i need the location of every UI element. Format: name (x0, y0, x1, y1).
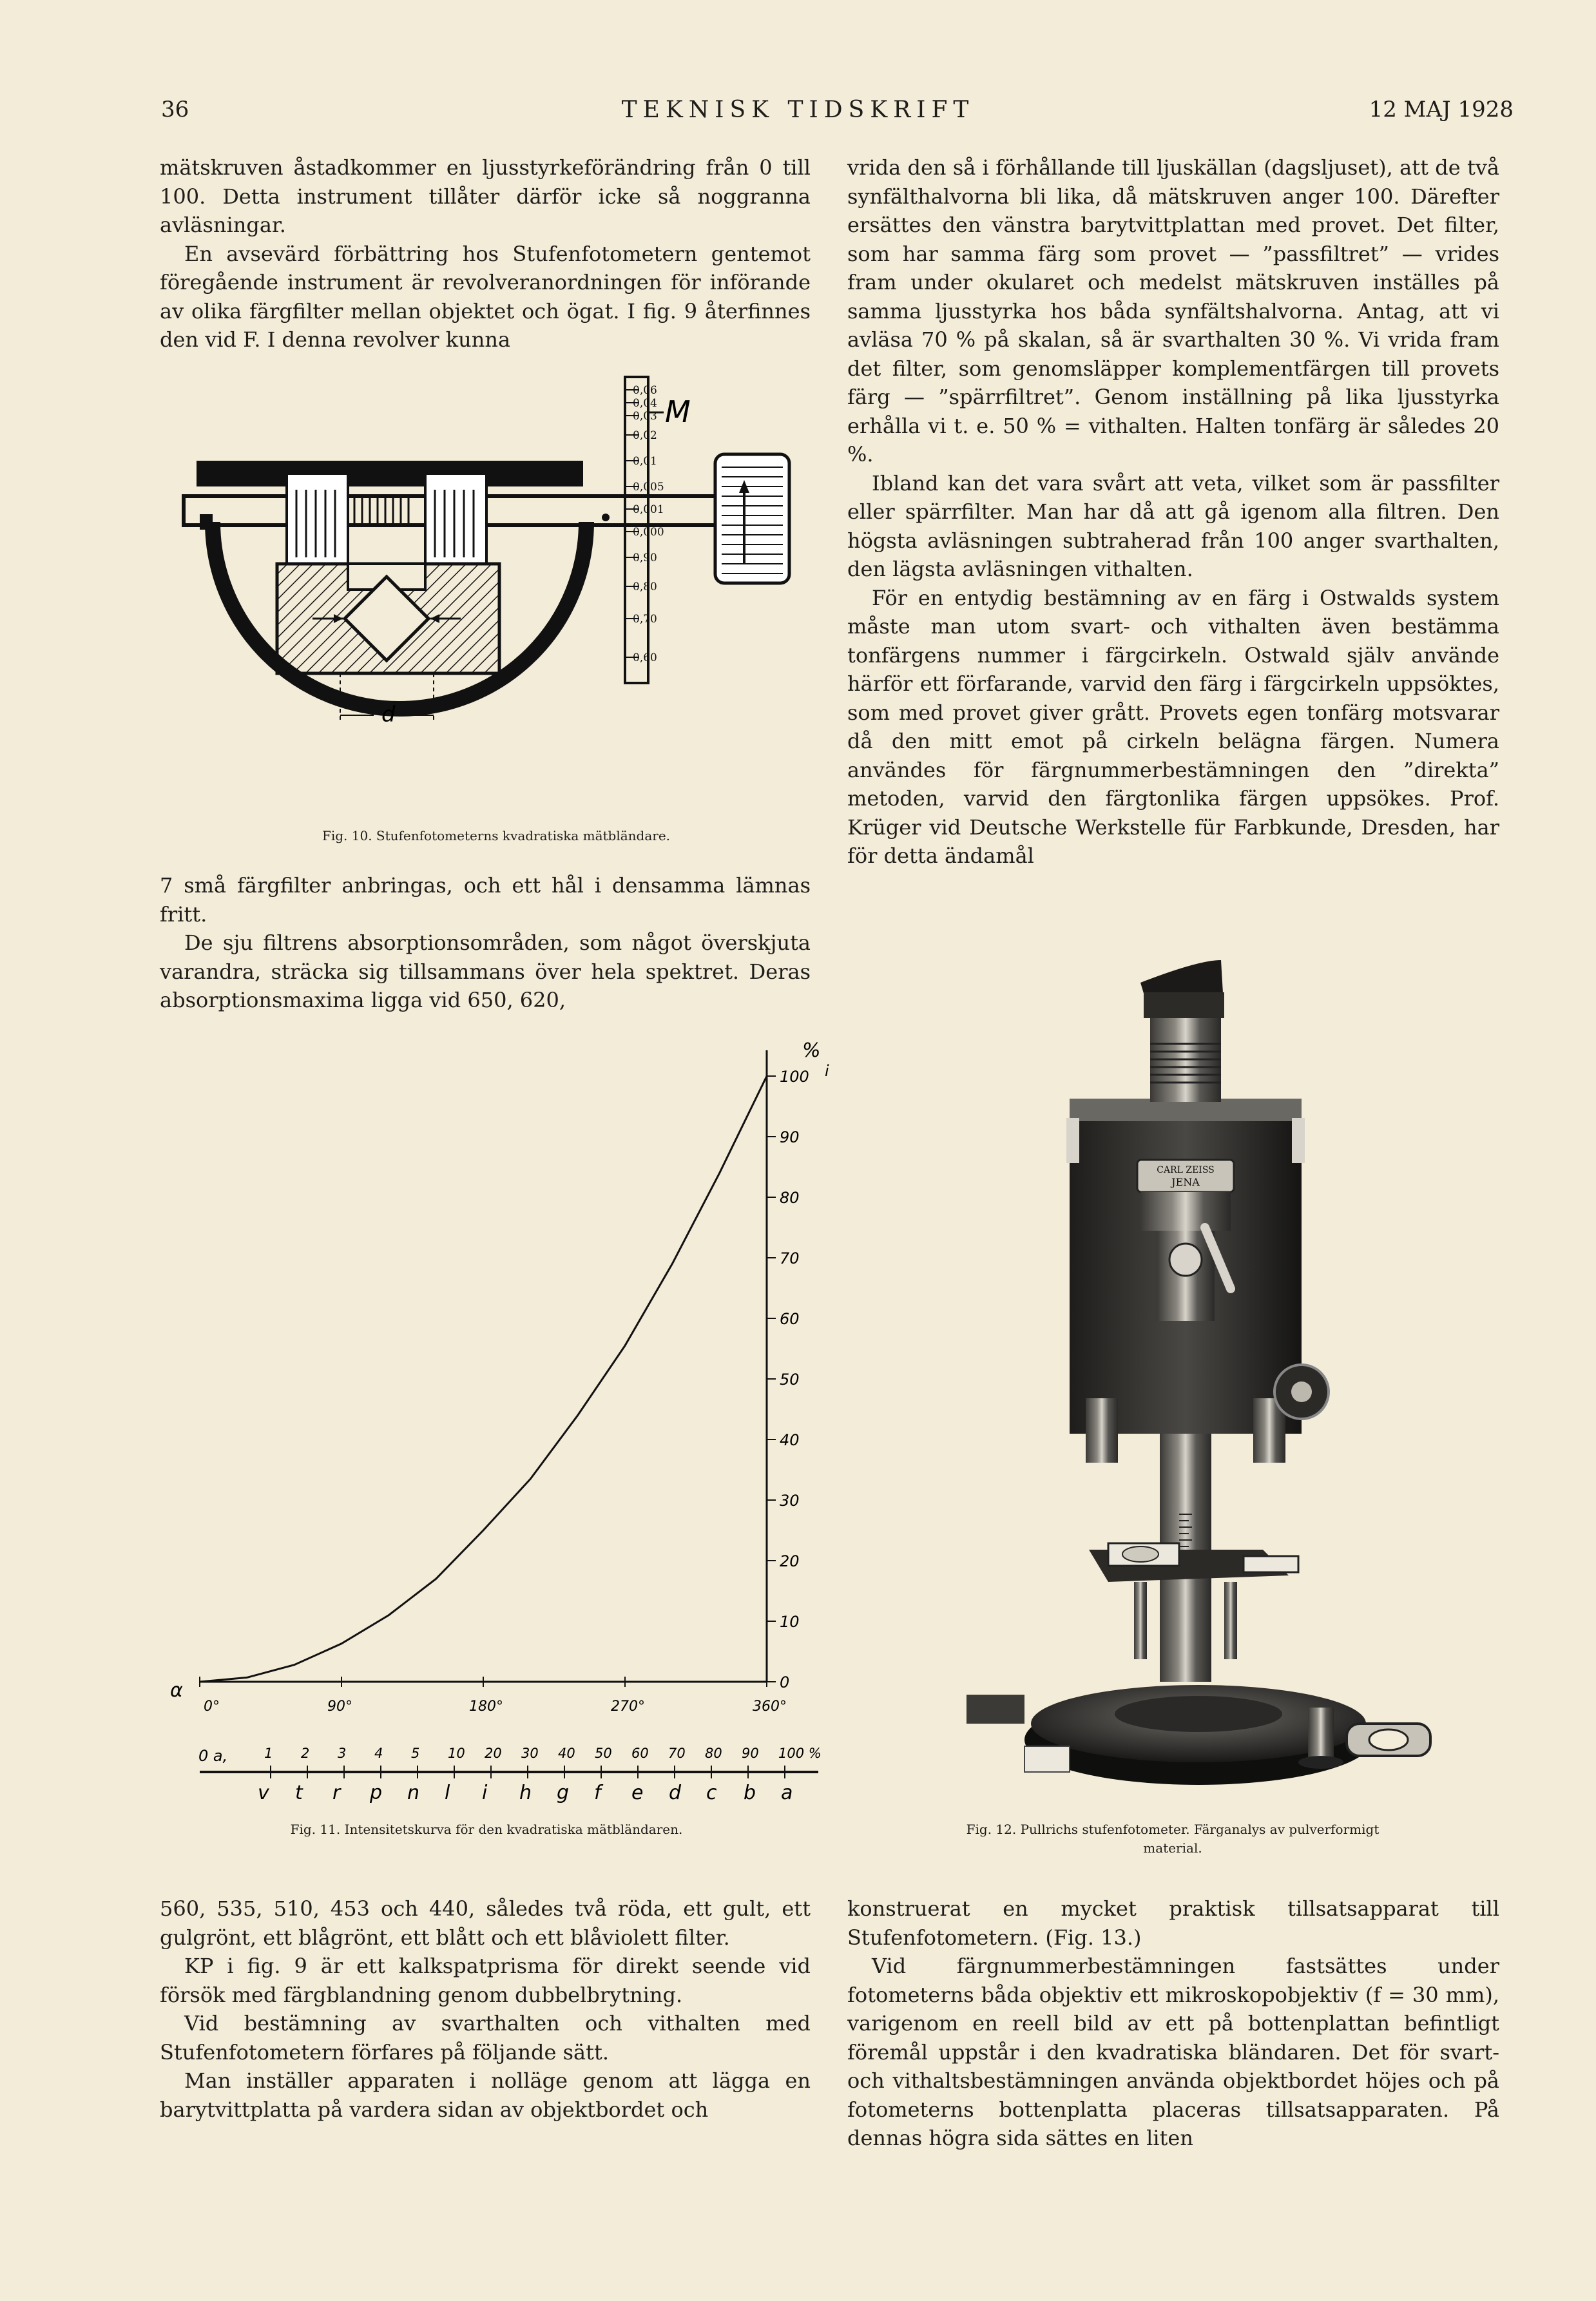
fig12-caption: Fig. 12. Pullrichs stufenfotometer. Färganalys av pulverformigt material. (966, 1822, 1380, 1856)
x-tick-label: 0° (204, 1699, 220, 1715)
scale-label: 0,02 (633, 429, 657, 442)
filter-letter: d (669, 1782, 682, 1804)
scale-label: 0,90 (633, 552, 657, 564)
scale-label: 0,000 (633, 526, 664, 539)
lower-scale-label: 80 (705, 1746, 722, 1761)
y-tick-label: 30 (780, 1492, 800, 1510)
scale-label: 0,06 (633, 384, 657, 397)
intensity-curve (200, 1076, 767, 1682)
scale-label: 0,80 (633, 581, 657, 593)
scale-label: 0,001 (633, 503, 664, 516)
y-tick-label: 20 (780, 1552, 800, 1570)
lower-scale-label: 60 (631, 1746, 649, 1761)
paragraph: För en entydig bestämning av en färg i Ostwalds system måste man utom svart- och vithalten även bestämma tonfärgens nummer i färgcirkeln. Ostwald själv använde härför ett förfarande, varvid den färg i färgcirkeln uppsöktes, som med provet giver grått. Provets egen tonfärg motsvarar då den mitt emot på cirkeln belägna färgen. Numera användes för färgnummerbestämningen den ”direkta” metoden, varvid den färgtonlika färgen uppsökes. Prof. Krüger vid Deutsche Werkstelle für Farbkunde, Dresden, har för detta ändamål (847, 585, 1499, 868)
filter-letter: t (295, 1782, 303, 1804)
paragraph: Vid bestämning av svarthalten och vithalten med Stufenfotometern förfares på följande sätt. (160, 2011, 811, 2065)
filter-letter: h (519, 1782, 532, 1804)
lower-scale-label: 100 % (778, 1746, 822, 1761)
zeiss-plate-line1: CARL ZEISS (1157, 1165, 1215, 1175)
filter-letter: p (370, 1782, 383, 1804)
paragraph: De sju filtrens absorptionsområden, som något överskjuta varandra, sträcka sig tillsammans över hela spektret. Deras absorptionsmaxima ligga vid 650, 620, (160, 930, 811, 1012)
fig11-caption: Fig. 11. Intensitetskurva för den kvadratiska mätbländaren. (290, 1822, 683, 1837)
column-left-bottom (160, 1894, 811, 2124)
fig10-label-M: M (665, 394, 691, 429)
lower-scale-label: 90 (742, 1746, 759, 1761)
lower-scale-label: 3 (338, 1746, 347, 1761)
lower-scale-label: 40 (558, 1746, 575, 1761)
lower-scale-label: 2 (301, 1746, 310, 1761)
y-tick-label: 40 (780, 1431, 800, 1449)
lower-scale-label: 70 (668, 1746, 686, 1761)
scale-label: 0,01 (633, 455, 657, 468)
filter-letter: g (557, 1782, 570, 1804)
fig10-label-d: d (381, 702, 396, 727)
filter-letter: i (482, 1782, 488, 1804)
y-tick-label: 80 (780, 1189, 800, 1207)
y-tick-label: 10 (780, 1613, 800, 1631)
journal-title: TEKNISK TIDSKRIFT (621, 97, 975, 123)
y-unit-label: % (802, 1039, 821, 1062)
lower-scale-label: 4 (374, 1746, 383, 1761)
issue-date: 12 MAJ 1928 (1369, 97, 1514, 122)
filter-letter: c (706, 1782, 717, 1804)
y-tick-label: 70 (780, 1249, 800, 1267)
filter-letter: v (258, 1782, 269, 1804)
alpha-label: α (170, 1679, 183, 1702)
filter-letter: a (781, 1782, 793, 1804)
scale-label: 0,60 (633, 651, 657, 664)
filter-letter: n (407, 1782, 420, 1804)
filter-letter: f (594, 1782, 601, 1804)
x-tick-label: 360° (753, 1699, 787, 1715)
column-right-bottom (847, 1894, 1499, 2153)
scale-label: 0,03 (633, 410, 657, 423)
lower-scale-label: 20 (485, 1746, 502, 1761)
scale-label: 0,70 (633, 613, 657, 626)
x-tick-label: 90° (327, 1699, 352, 1715)
paragraph: En avsevärd förbättring hos Stufenfotometern gentemot föregående instrument är revolveranordningen för införande av olika färgfilter mellan objektet och ögat. I fig. 9 återfinnes den vid F. I denna revolver kunna (160, 241, 811, 352)
lower-scale-start: 0 a, (198, 1747, 228, 1765)
lower-scale-label: 5 (411, 1746, 420, 1761)
filter-letter: e (631, 1782, 644, 1804)
zeiss-plate-line2: JENA (1171, 1176, 1200, 1188)
fig10-caption: Fig. 10. Stufenfotometerns kvadratiska mätbländare. (322, 828, 671, 843)
column-right-top (847, 153, 1499, 871)
lower-scale-label: 1 (264, 1746, 273, 1761)
y-top-extra: i (825, 1062, 829, 1080)
paragraph: Man inställer apparaten i nolläge genom att lägga en barytvittplatta på vardera sidan av objektbordet och (160, 2068, 811, 2122)
column-left-top (160, 153, 811, 354)
paragraph: KP i fig. 9 är ett kalkspatprisma för direkt seende vid försök med färgblandning genom dubbelbrytning. (160, 1954, 811, 2007)
y-tick-label: 60 (780, 1310, 800, 1328)
lower-scale-label: 10 (448, 1746, 465, 1761)
filter-letter: r (332, 1782, 341, 1804)
x-tick-label: 180° (469, 1699, 503, 1715)
scale-label: 0,04 (633, 397, 657, 410)
fig11-intensity-chart (161, 1025, 831, 1817)
column-left-mid (160, 871, 811, 1015)
paragraph: Vid färgnummerbestämningen fastsättes under fotometerns båda objektiv ett mikroskopobjektiv (f = 30 mm), varigenom en reell bild av ett på bottenplattan befintligt föremål uppstår i den kvadratiska bländaren. Det för svart- och vithaltsbestämningen använda objektbordet höjes och på fotometerns bottenplatta placeras tillsatsapparaten. På dennas högra sida sättes en liten (847, 1954, 1499, 2150)
paragraph: Ibland kan det vara svårt att veta, vilket som är passfilter eller spärrfilter. Man har då att gå igenom alla filtren. Den högsta avläsningen subtraherad från 100 anger svarthalten, den lägsta avläsningen vithalten. (847, 470, 1499, 581)
paragraph: mätskruven åstadkommer en ljusstyrkeförändring från 0 till 100. Detta instrument tillåter därför icke så noggranna avläsningar. (160, 155, 811, 237)
lower-scale-label: 50 (595, 1746, 612, 1761)
lower-scale-label: 30 (521, 1746, 539, 1761)
paragraph: 7 små färgfilter anbringas, och ett hål i densamma lämnas fritt. (160, 873, 811, 927)
fig10-aperture-drawing (174, 371, 818, 844)
paragraph: konstruerat en mycket praktisk tillsatsapparat till Stufenfotometern. (Fig. 13.) (847, 1896, 1499, 1950)
page-number: 36 (161, 97, 189, 122)
filter-letter: l (445, 1782, 450, 1804)
y-tick-label: 50 (780, 1371, 800, 1389)
y-tick-label: 0 (780, 1673, 790, 1691)
filter-letter: b (744, 1782, 756, 1804)
x-tick-label: 270° (611, 1699, 645, 1715)
y-tick-label: 100 (780, 1068, 809, 1086)
paragraph: vrida den så i förhållande till ljuskällan (dagsljuset), att de två synfälthalvorna bli lika, då mätskruven anger 100. Därefter ersättes den vänstra barytvittplattan med provet. Det filter, som har samma färg som provet — ”passfiltret” — vrides fram under okularet och medelst mätskruven inställes på samma ljusstyrka hos båda synfältshalvorna. Antag, att vi avläsa 70 % på skalan, så är svarthalten 30 %. Vi vrida fram det filter, som genomsläpper komplementfärgen till provets färg — ”spärrfiltret”. Genom inställning på lika ljusstyrka erhålla vi t. e. 50 % = vithalten. Halten tonfärg är således 20 %. (847, 155, 1499, 467)
paragraph: 560, 535, 510, 453 och 440, således två röda, ett gult, ett gulgrönt, ett blågrönt, ett blått och ett blåviolett filter. (160, 1896, 811, 1950)
fig12-photometer-photo (928, 954, 1508, 1811)
page-header (0, 97, 1596, 135)
scale-label: 0,005 (633, 481, 664, 494)
y-tick-label: 90 (780, 1128, 800, 1146)
